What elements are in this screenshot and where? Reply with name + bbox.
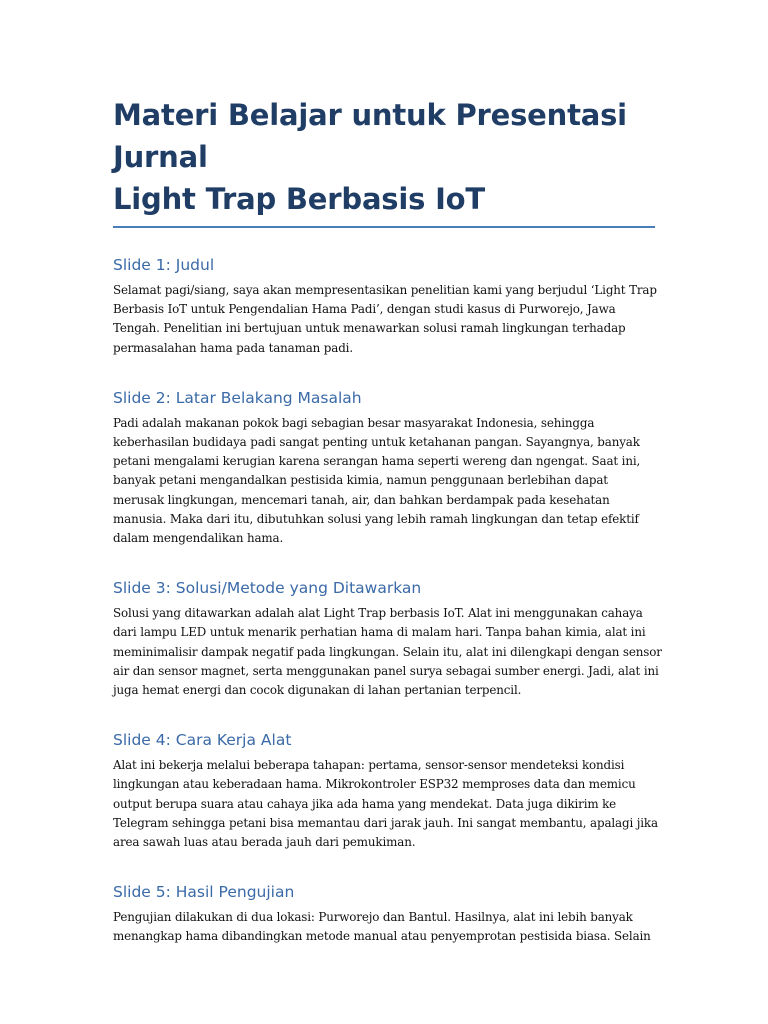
document-title-line: Materi Belajar untuk Presentasi Jurnal (113, 98, 627, 174)
slide-heading: Slide 4: Cara Kerja Alat (113, 731, 292, 750)
paragraph-line: lingkungan atau keberadaan hama. Mikrokontroler ESP32 memproses data dan memicu (113, 777, 636, 792)
paragraph-line: Berbasis IoT untuk Pengendalian Hama Padi’, dengan studi kasus di Purworejo, Jawa (113, 302, 616, 317)
paragraph-line: menangkap hama dibandingkan metode manual atau penyemprotan pestisida biasa. Selain (113, 929, 651, 944)
slide-paragraph (113, 604, 662, 700)
document-title (113, 94, 656, 220)
title-underline-divider (113, 226, 655, 228)
slide-paragraph (113, 756, 656, 852)
slide-heading: Slide 3: Solusi/Metode yang Ditawarkan (113, 579, 422, 598)
paragraph-line: Padi adalah makanan pokok bagi sebagian besar masyarakat Indonesia, sehingga (113, 415, 595, 430)
document-page (113, 94, 662, 947)
slide-section (113, 882, 656, 946)
slide-paragraph (113, 908, 656, 946)
slide-paragraph (113, 414, 656, 548)
paragraph-line: banyak petani mengandalkan pestisida kimia, namun penggunaan berlebihan dapat (113, 473, 608, 488)
paragraph-line: merusak lingkungan, mencemari tanah, air, dan bahkan berdampak pada kesehatan (113, 492, 610, 507)
paragraph-line: output berupa suara atau cahaya jika ada hama yang mendekat. Data juga dikirim ke (113, 796, 617, 811)
slide-section (113, 578, 662, 700)
paragraph-line: Telegram sehingga petani bisa memantau dari jarak jauh. Ini sangat membantu, apalagi jika (113, 815, 658, 830)
slide-section (113, 388, 656, 548)
paragraph-line: dari lampu LED untuk menarik perhatian hama di malam hari. Tanpa bahan kimia, alat ini (113, 625, 646, 640)
slide-heading: Slide 1: Judul (113, 256, 215, 274)
paragraph-line: Solusi yang ditawarkan adalah alat Light Trap berbasis IoT. Alat ini menggunakan cahaya (113, 606, 643, 621)
paragraph-line: petani mengalami kerugian karena serangan hama seperti wereng dan ngengat. Saat ini, (113, 454, 641, 469)
paragraph-line: meminimalisir dampak negatif pada lingkungan. Selain itu, alat ini dilengkapi dengan sensor (113, 644, 662, 659)
paragraph-line: Alat ini bekerja melalui beberapa tahapan: pertama, sensor-sensor mendeteksi kondisi (113, 758, 625, 773)
document-title-line: Light Trap Berbasis IoT (113, 182, 485, 216)
paragraph-line: keberhasilan budidaya padi sangat penting untuk ketahanan pangan. Sayangnya, banyak (113, 435, 640, 450)
slide-section (113, 730, 656, 852)
paragraph-line: Selamat pagi/siang, saya akan mempresentasikan penelitian kami yang berjudul ‘Light Trap (113, 283, 657, 297)
slide-section (113, 255, 656, 358)
slide-heading: Slide 2: Latar Belakang Masalah (113, 388, 362, 407)
paragraph-line: air dan sensor magnet, serta menggunakan panel surya sebagai sumber energi. Jadi, alat ini (113, 663, 659, 678)
paragraph-line: Pengujian dilakukan di dua lokasi: Purworejo dan Bantul. Hasilnya, alat ini lebih banyak (113, 910, 633, 925)
paragraph-line: Tengah. Penelitian ini bertujuan untuk menawarkan solusi ramah lingkungan terhadap (113, 321, 626, 336)
paragraph-line: permasalahan hama pada tanaman padi. (113, 340, 353, 355)
paragraph-line: juga hemat energi dan cocok digunakan di lahan pertanian terpencil. (113, 683, 522, 698)
paragraph-line: area sawah luas atau berada jauh dari pemukiman. (113, 835, 416, 850)
slide-heading: Slide 5: Hasil Pengujian (113, 883, 295, 902)
paragraph-line: dalam mengendalikan hama. (113, 531, 284, 546)
slide-paragraph (113, 281, 656, 358)
paragraph-line: manusia. Maka dari itu, dibutuhkan solusi yang lebih ramah lingkungan dan tetap efektif (113, 511, 639, 526)
sections-container (113, 255, 662, 947)
